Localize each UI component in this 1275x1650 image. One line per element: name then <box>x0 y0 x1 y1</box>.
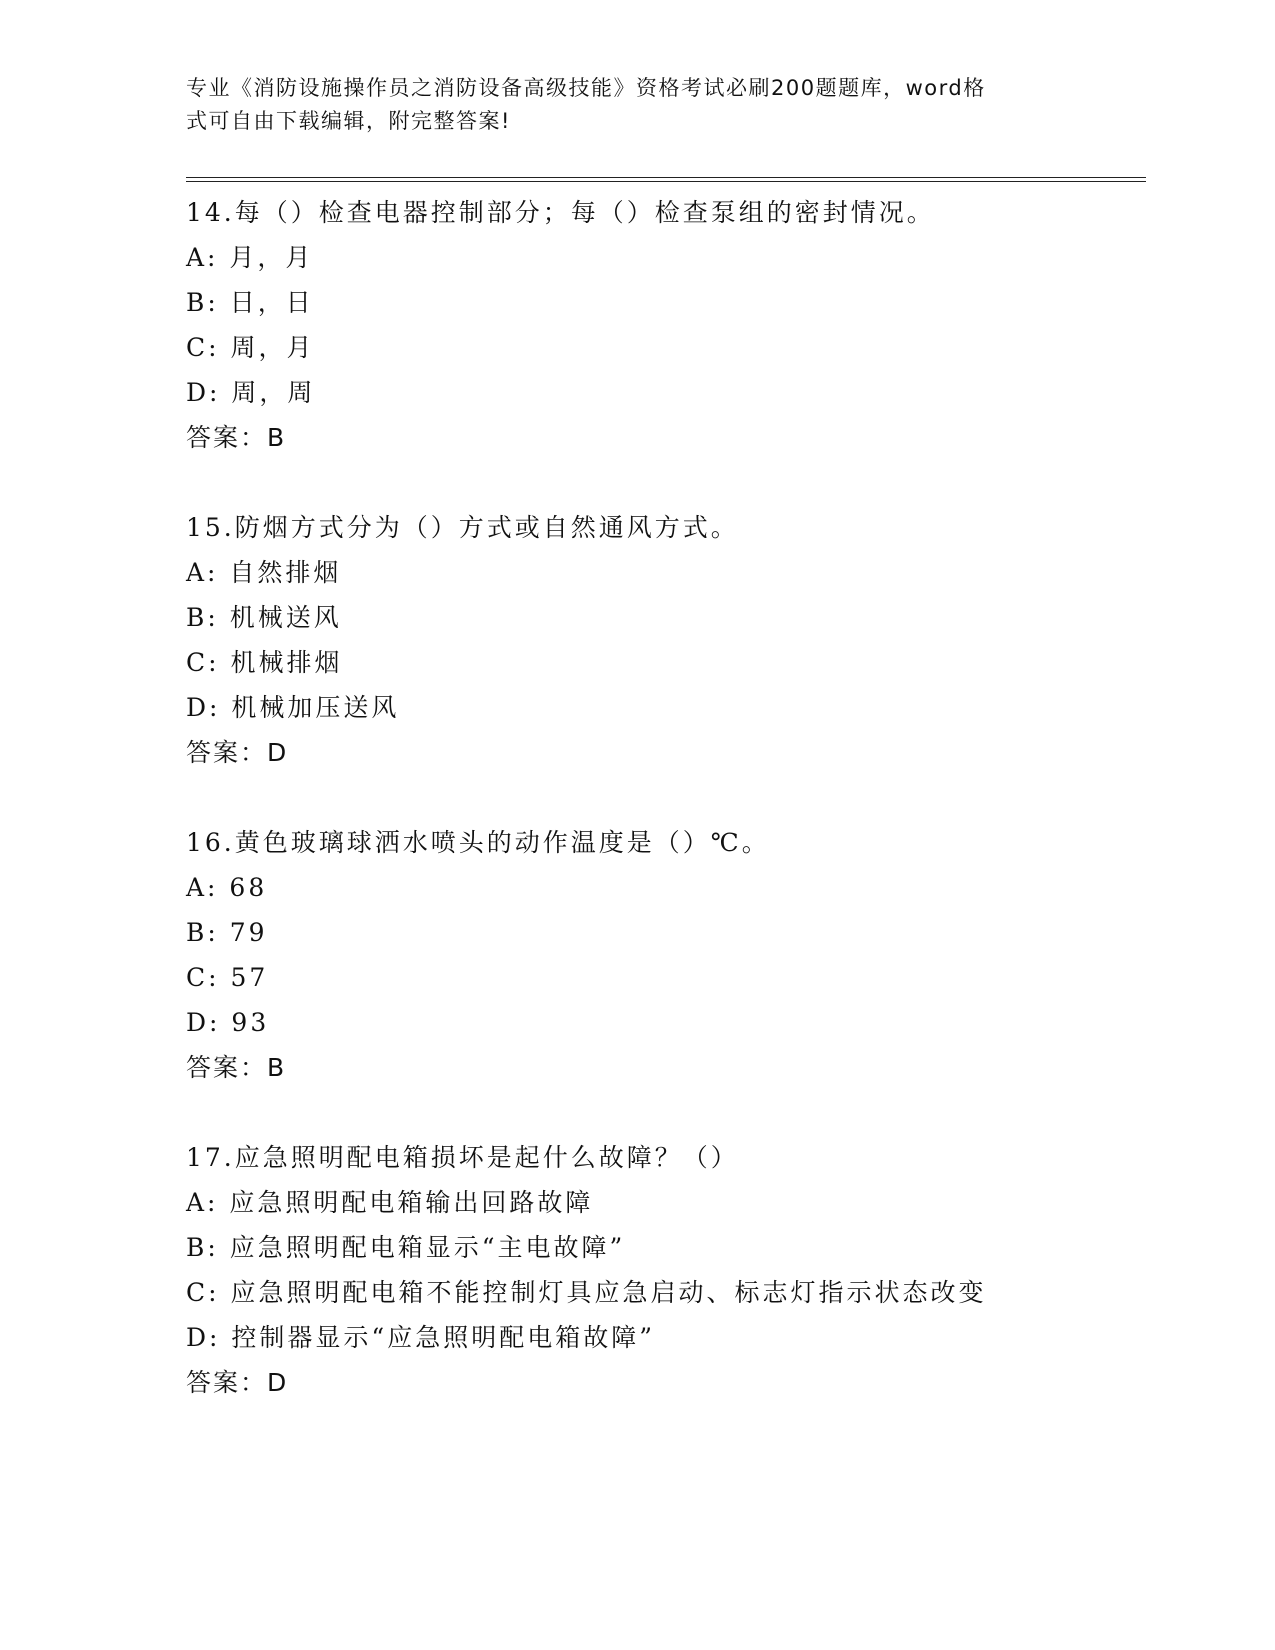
option-c: C: 应急照明配电箱不能控制灯具应急启动、标志灯指示状态改变 <box>186 1278 987 1307</box>
answer: 答案：D <box>186 1368 289 1397</box>
option-a: A: 自然排烟 <box>186 558 342 587</box>
header-divider-top <box>186 177 1146 178</box>
question-stem: 17.应急照明配电箱损坏是起什么故障？（） <box>186 1143 739 1172</box>
question-stem: 16.黄色玻璃球洒水喷头的动作温度是（）℃。 <box>186 828 770 857</box>
option-a: A: 月，月 <box>186 243 314 272</box>
question-stem: 14.每（）检查电器控制部分；每（）检查泵组的密封情况。 <box>186 198 935 227</box>
option-d: D: 控制器显示“应急照明配电箱故障” <box>186 1323 655 1352</box>
question-15 <box>186 505 1146 775</box>
answer: 答案：B <box>186 1053 287 1082</box>
option-d: D: 机械加压送风 <box>186 693 400 722</box>
question-17 <box>186 1135 1146 1405</box>
option-c: C: 周，月 <box>186 333 315 362</box>
document-header <box>186 72 1066 138</box>
option-b: B: 79 <box>186 918 268 947</box>
question-stem: 15.防烟方式分为（）方式或自然通风方式。 <box>186 513 739 542</box>
option-b: B: 日，日 <box>186 288 314 317</box>
header-divider-bottom <box>186 181 1146 182</box>
option-a: A: 68 <box>186 873 268 902</box>
answer: 答案：D <box>186 738 289 767</box>
question-14 <box>186 190 1146 460</box>
question-list <box>186 190 1146 1450</box>
option-d: D: 周，周 <box>186 378 316 407</box>
question-16 <box>186 820 1146 1090</box>
option-c: C: 57 <box>186 963 269 992</box>
option-d: D: 93 <box>186 1008 270 1037</box>
header-line-1: 专业《消防设施操作员之消防设备高级技能》资格考试必刷200题题库，word格 <box>186 76 986 100</box>
option-a: A: 应急照明配电箱输出回路故障 <box>186 1188 594 1217</box>
option-b: B: 应急照明配电箱显示“主电故障” <box>186 1233 626 1262</box>
answer: 答案：B <box>186 423 287 452</box>
option-c: C: 机械排烟 <box>186 648 343 677</box>
header-line-2: 式可自由下载编辑，附完整答案! <box>186 109 511 133</box>
option-b: B: 机械送风 <box>186 603 342 632</box>
